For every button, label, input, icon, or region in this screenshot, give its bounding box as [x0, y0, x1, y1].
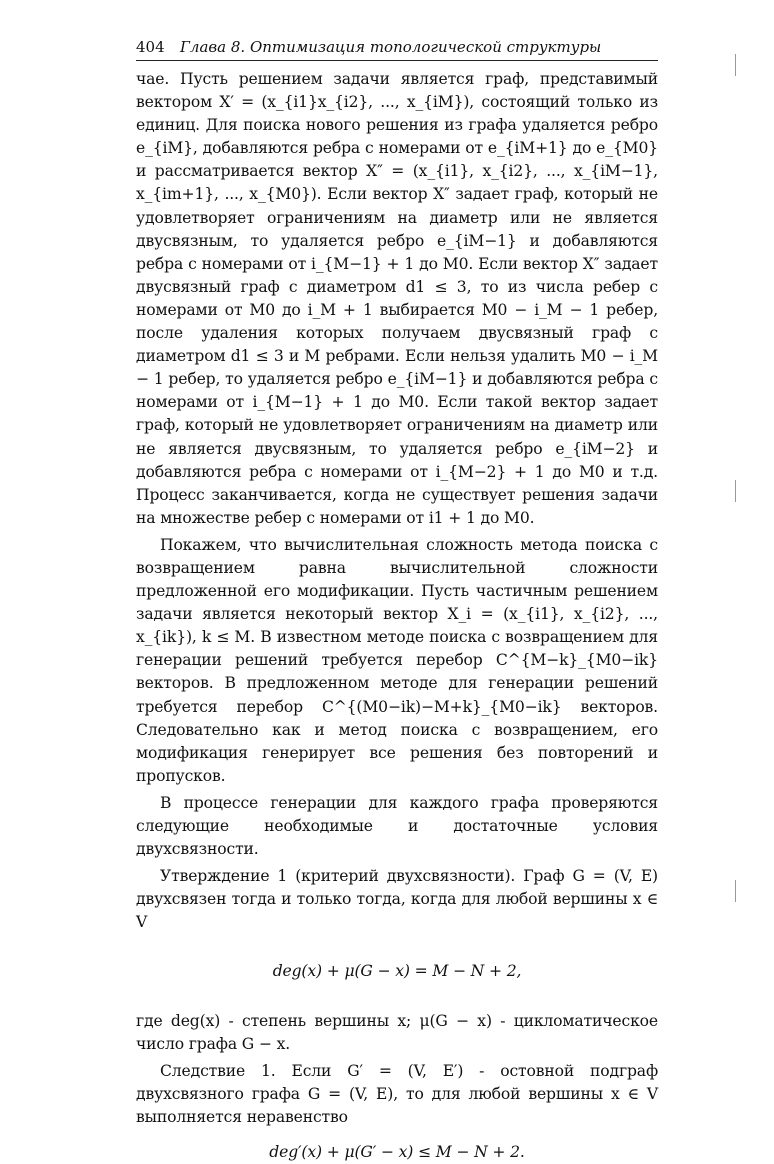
- page-number: 404: [136, 38, 165, 56]
- equation-2: deg′(x) + μ(G′ − x) ≤ M − N + 2.: [269, 1143, 525, 1162]
- margin-mark: [735, 880, 736, 902]
- chapter-title: Глава 8. Оптимизация топологической структуры: [180, 38, 602, 56]
- statement-1: Утверждение 1 (критерий двухсвязности). Граф G = (V, E) двухсвязен тогда и только тогда, когда для любой вершины x ∈ V: [136, 867, 658, 932]
- margin-mark: [735, 480, 736, 502]
- equation-1: deg(x) + μ(G − x) = M − N + 2,: [272, 962, 522, 981]
- paragraph-where: где deg(x) - степень вершины x; μ(G − x) - цикломатическое число графа G − x.: [136, 1011, 658, 1053]
- margin-mark: [735, 54, 736, 76]
- running-header: [136, 34, 658, 61]
- paragraph-1: чае. Пусть решением задачи является граф, представимый вектором X′ = (x_{i1}x_{i2}, ..., x_{iM}), состоящий только из единиц. Для поиска нового решения из графа удаляется ребро e_{iM}, добавляются ребра с номерами от e_{iM+1} до e_{M0} и рассматривается вектор X″ = (x_{i1}, x_{i2}, ..., x_{iM−1}, x_{im+1}, ..., x_{M0}). Если вектор X″ задает граф, который не удовлетворяет ограничениям на диаметр или не является двусвязным, то удаляется ребро e_{iM−1} и добавляются ребра с номерами от i_{M−1} + 1 до M0. Если вектор X″ задает двусвязный граф с диаметром d1 ≤ 3, то из числа ребер с номерами от M0 до i_M + 1 выбирается M0 − i_M − 1 ребер, после удаления которых получаем двусвязный граф с диаметром d1 ≤ 3 и M ребрами. Если нельзя удалить M0 − i_M − 1 ребер, то удаляется ребро e_{iM−1} и добавляются ребра с номерами от i_{M−1} + 1 до M0. Если такой вектор задает граф, который не удовлетворяет ограничениям на диаметр или не является двусвязным, то удаляется ребро e_{iM−2} и добавляются ребра с номерами от i_{M−2} + 1 до M0 и т.д. Процесс заканчивается, когда не существует решения задачи на множестве ребер с номерами от i1 + 1 до M0.: [136, 70, 658, 527]
- paragraph-3: В процессе генерации для каждого графа проверяются следующие необходимые и достаточные условия двухсвязности.: [136, 793, 658, 859]
- corollary-1: Следствие 1. Если G′ = (V, E′) - остовной подграф двухсвязного графа G = (V, E), то для любой вершины x ∈ V выполняется неравенство: [136, 1061, 658, 1126]
- paragraph-2: Покажем, что вычислительная сложность метода поиска с возвращением равна вычислительной сложности предложенной его модификации. Пусть частичным решением задачи является некоторый вектор X_i = (x_{i1}, x_{i2}, ..., x_{ik}), k ≤ M. В известном методе поиска с возвращением для генерации решений требуется перебор C^{M−k}_{M0−ik} векторов. В предложенном методе для генерации решений требуется перебор C^{(M0−ik)−M+k}_{M0−ik} векторов. Следовательно как и метод поиска с возвращением, его модификация генерирует все решения без повторений и пропусков.: [136, 535, 658, 785]
